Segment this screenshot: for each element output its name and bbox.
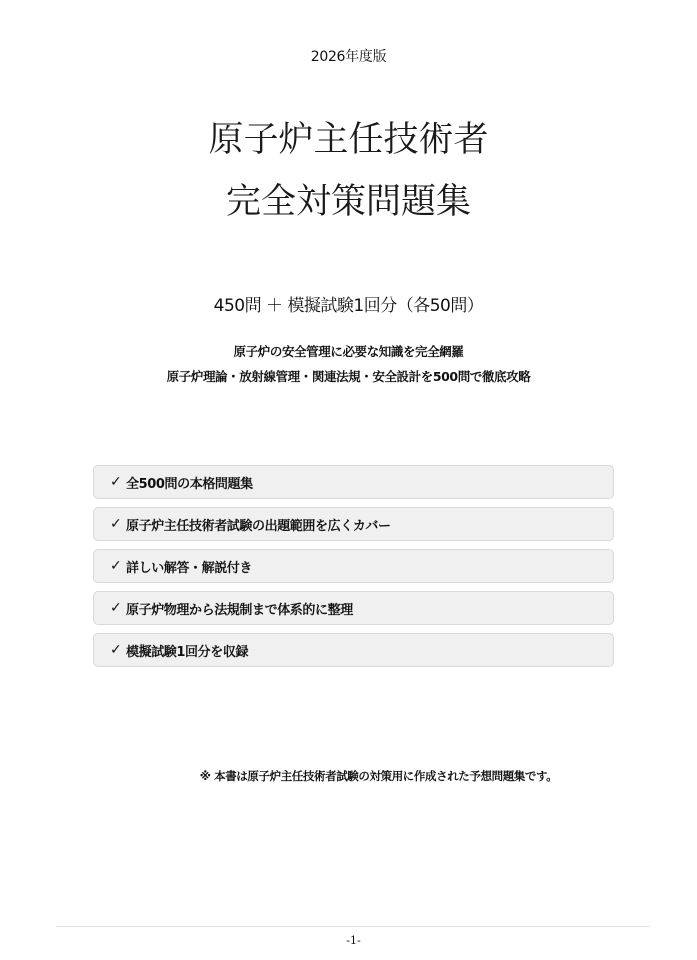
check-icon: ✓ <box>110 600 122 616</box>
check-icon: ✓ <box>110 474 122 490</box>
feature-text: 模擬試験1回分を収録 <box>126 644 249 660</box>
feature-item <box>93 549 614 583</box>
feature-list <box>93 465 614 675</box>
book-title-line-1: 原子炉主任技術者 <box>208 120 489 160</box>
book-subtitle: 450問 ＋ 模擬試験1回分（各50問） <box>213 296 484 316</box>
description-line-2: 原子炉理論・放射線管理・関連法規・安全設計を500問で徹底攻略 <box>166 369 531 384</box>
footer-divider <box>57 926 650 927</box>
description-line-1: 原子炉の安全管理に必要な知識を完全網羅 <box>233 344 464 359</box>
feature-text: 原子炉物理から法規制まで体系的に整理 <box>126 602 353 618</box>
page-number: -1- <box>346 934 361 947</box>
feature-text: 原子炉主任技術者試験の出題範囲を広くカバー <box>126 518 391 534</box>
feature-item <box>93 507 614 541</box>
book-title-line-2: 完全対策問題集 <box>225 182 471 222</box>
check-icon: ✓ <box>110 558 122 574</box>
feature-text: 詳しい解答・解説付き <box>126 560 253 576</box>
feature-item <box>93 465 614 499</box>
feature-text: 全500問の本格問題集 <box>126 476 253 492</box>
check-icon: ✓ <box>110 516 122 532</box>
feature-item <box>93 591 614 625</box>
feature-item <box>93 633 614 667</box>
edition-label: 2026年度版 <box>310 49 387 65</box>
check-icon: ✓ <box>110 642 122 658</box>
disclaimer-note: ※ 本書は原子炉主任技術者試験の対策用に作成された予想問題集です。 <box>199 769 558 783</box>
